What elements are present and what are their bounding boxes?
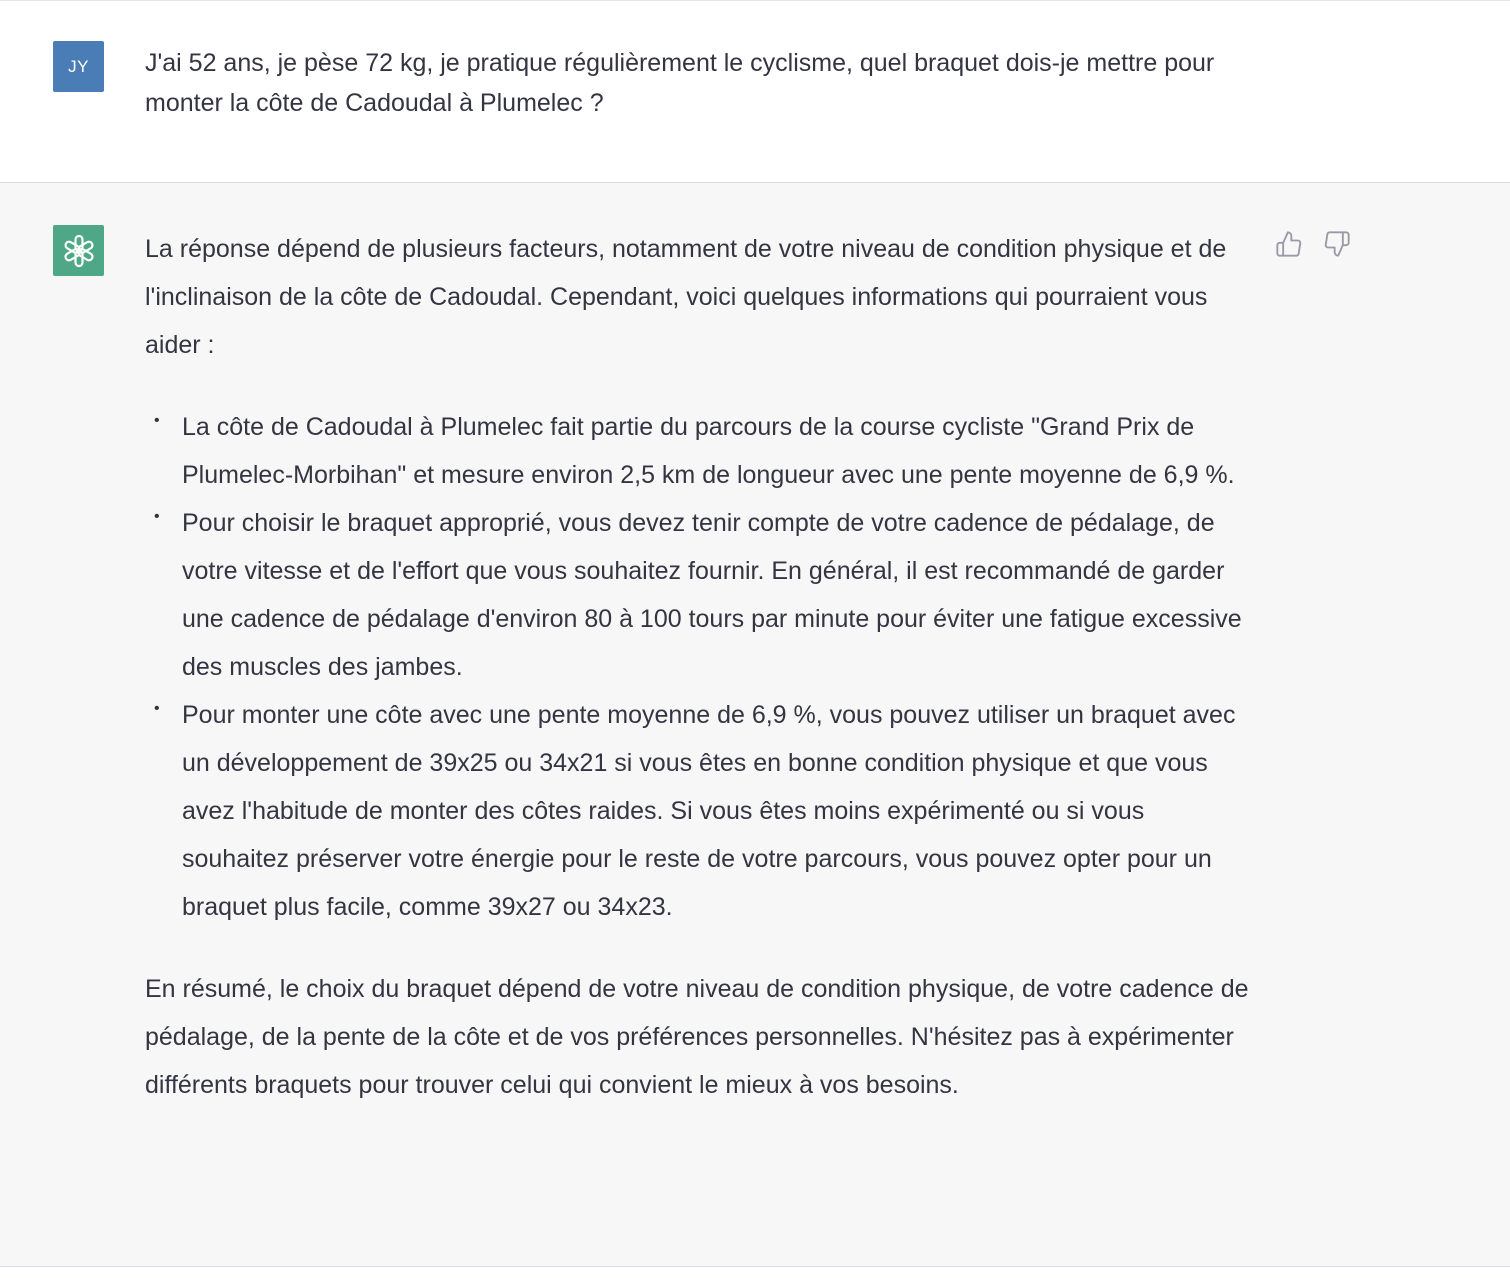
thumbs-down-button[interactable] <box>1322 229 1352 259</box>
thumbs-down-icon <box>1323 230 1351 258</box>
openai-logo-icon <box>61 233 97 269</box>
answer-intro: La réponse dépend de plusieurs facteurs, notamment de votre niveau de condition physique et de l'inclinaison de la côte de Cadoudal. Cependant, voici quelques informations qui pourraient vous aider : <box>145 235 1227 359</box>
assistant-avatar <box>53 225 104 276</box>
user-avatar-initials: JY <box>68 56 89 76</box>
list-item: • La côte de Cadoudal à Plumelec fait partie du parcours de la course cycliste "Grand Prix de Plumelec-Morbihan" et mesure environ 2,5 km de longueur avec une pente moyenne de 6,9 %. <box>182 403 1255 499</box>
user-message-text: J'ai 52 ans, je pèse 72 kg, je pratique régulièrement le cyclisme, quel braquet dois-je mettre pour monter la côte de Cadoudal à Plumelec ? <box>145 49 1215 117</box>
thumbs-up-button[interactable] <box>1274 229 1304 259</box>
answer-bullet-list <box>145 403 1255 931</box>
user-avatar <box>53 41 104 92</box>
user-message-row <box>0 1 1510 183</box>
list-item: • Pour choisir le braquet approprié, vous devez tenir compte de votre cadence de pédalage, de votre vitesse et de l'effort que vous souhaitez fournir. En général, il est recommandé de garder une cadence de pédalage d'environ 80 à 100 tours par minute pour éviter une fatigue excessive des muscles des jambes. <box>182 499 1255 691</box>
assistant-message-content <box>145 225 1255 1109</box>
thumbs-up-icon <box>1275 230 1303 258</box>
assistant-message-row <box>0 183 1510 1267</box>
list-item: • Pour monter une côte avec une pente moyenne de 6,9 %, vous pouvez utiliser un braquet avec un développement de 39x25 ou 34x21 si vous êtes en bonne condition physique et que vous avez l'habitude de monter des côtes raides. Si vous êtes moins expérimenté ou si vous souhaitez préserver votre énergie pour le reste de votre parcours, vous pouvez opter pour un braquet plus facile, comme 39x27 ou 34x23. <box>182 691 1255 931</box>
bottom-area <box>0 1267 1510 1278</box>
answer-summary: En résumé, le choix du braquet dépend de votre niveau de condition physique, de votre cadence de pédalage, de la pente de la côte et de vos préférences personnelles. N'hésitez pas à expérimenter différents braquets pour trouver celui qui convient le mieux à vos besoins. <box>145 975 1249 1099</box>
